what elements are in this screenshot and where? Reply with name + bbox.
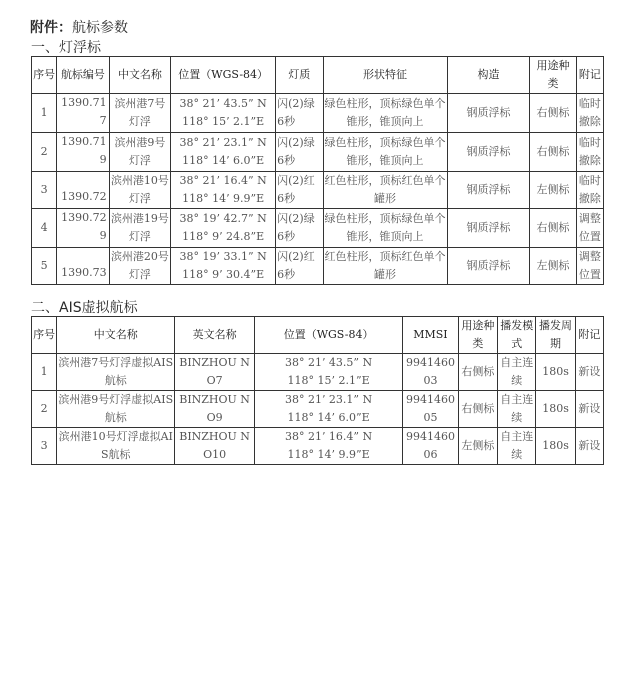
position bbox=[254, 354, 402, 391]
column-header: 位置（WGS-84） bbox=[254, 317, 402, 354]
construction: 钢质浮标 bbox=[447, 209, 530, 248]
latitude: 38° 21’ 16.4” N bbox=[179, 174, 267, 187]
document-title bbox=[30, 17, 128, 37]
construction: 钢质浮标 bbox=[447, 133, 530, 172]
usage-type: 右侧标 bbox=[458, 391, 497, 428]
latitude: 38° 21’ 16.4” N bbox=[284, 430, 373, 443]
usage-type: 左侧标 bbox=[530, 172, 576, 209]
table-row bbox=[32, 354, 604, 391]
remark: 临时撤除 bbox=[576, 94, 603, 133]
light-character: 闪(2)红6秒 bbox=[276, 172, 323, 209]
table-row bbox=[32, 133, 604, 172]
mmsi: 994146003 bbox=[403, 354, 458, 391]
longitude: 118° 14’ 6.0”E bbox=[182, 154, 265, 167]
section2-heading: 二、AIS虚拟航标 bbox=[31, 300, 138, 316]
position bbox=[171, 133, 276, 172]
english-name: BINZHOU NO10 bbox=[175, 428, 255, 465]
remark: 临时撤除 bbox=[576, 172, 603, 209]
row-number: 4 bbox=[32, 209, 57, 248]
column-header: 播发模式 bbox=[498, 317, 536, 354]
column-header: 灯质 bbox=[276, 57, 323, 94]
broadcast-period: 180s bbox=[536, 428, 575, 465]
row-number: 1 bbox=[32, 94, 57, 133]
row-number: 3 bbox=[32, 172, 57, 209]
table-row bbox=[32, 172, 604, 209]
latitude: 38° 21’ 43.5” N bbox=[284, 356, 373, 369]
light-character: 闪(2)绿6秒 bbox=[276, 209, 323, 248]
column-header: 用途种类 bbox=[458, 317, 497, 354]
column-header: 中文名称 bbox=[57, 317, 175, 354]
light-character: 闪(2)绿6秒 bbox=[276, 133, 323, 172]
chinese-name: 滨州港10号灯浮虚拟AIS航标 bbox=[57, 428, 175, 465]
longitude: 118° 15’ 2.1”E bbox=[182, 115, 265, 128]
shape-feature: 绿色柱形，顶标绿色单个锥形，锥顶向上 bbox=[323, 209, 447, 248]
longitude: 118° 14’ 9.9”E bbox=[182, 192, 265, 205]
column-header: 序号 bbox=[32, 57, 57, 94]
mmsi: 994146005 bbox=[403, 391, 458, 428]
shape-feature: 红色柱形，顶标红色单个罐形 bbox=[323, 172, 447, 209]
table-row bbox=[32, 391, 604, 428]
aid-code: 1390.73 bbox=[57, 248, 109, 285]
usage-type: 左侧标 bbox=[530, 248, 576, 285]
usage-type: 右侧标 bbox=[458, 354, 497, 391]
shape-feature: 绿色柱形，顶标绿色单个锥形，锥顶向上 bbox=[323, 133, 447, 172]
english-name: BINZHOU NO9 bbox=[175, 391, 255, 428]
aid-code: 1390.72 bbox=[57, 172, 109, 209]
row-number: 1 bbox=[32, 354, 57, 391]
position bbox=[171, 172, 276, 209]
header-row bbox=[32, 57, 604, 94]
column-header: 中文名称 bbox=[109, 57, 171, 94]
construction: 钢质浮标 bbox=[447, 172, 530, 209]
row-number: 2 bbox=[32, 391, 57, 428]
section1-heading: 一、灯浮标 bbox=[31, 40, 101, 56]
latitude: 38° 21’ 23.1” N bbox=[179, 136, 267, 149]
broadcast-mode: 自主连续 bbox=[498, 391, 536, 428]
usage-type: 右侧标 bbox=[530, 209, 576, 248]
position bbox=[171, 209, 276, 248]
position bbox=[254, 428, 402, 465]
longitude: 118° 15’ 2.1”E bbox=[287, 374, 370, 387]
column-header: 播发周期 bbox=[536, 317, 575, 354]
aid-code: 1390.719 bbox=[57, 133, 109, 172]
english-name: BINZHOU NO7 bbox=[175, 354, 255, 391]
remark: 调整位置 bbox=[576, 209, 603, 248]
light-buoy-table bbox=[31, 56, 604, 285]
longitude: 118° 9’ 30.4”E bbox=[182, 268, 265, 281]
row-number: 2 bbox=[32, 133, 57, 172]
column-header: 附记 bbox=[576, 57, 603, 94]
column-header: 构造 bbox=[447, 57, 530, 94]
header-row bbox=[32, 317, 604, 354]
column-header: 航标编号 bbox=[57, 57, 109, 94]
latitude: 38° 21’ 43.5” N bbox=[179, 97, 267, 110]
chinese-name: 滨州港10号灯浮 bbox=[109, 172, 171, 209]
chinese-name: 滨州港9号灯浮虚拟AIS航标 bbox=[57, 391, 175, 428]
position bbox=[254, 391, 402, 428]
chinese-name: 滨州港20号灯浮 bbox=[109, 248, 171, 285]
table-row bbox=[32, 209, 604, 248]
shape-feature: 绿色柱形，顶标绿色单个锥形，锥顶向上 bbox=[323, 94, 447, 133]
position bbox=[171, 94, 276, 133]
remark: 新设 bbox=[575, 391, 603, 428]
longitude: 118° 14’ 9.9”E bbox=[287, 448, 370, 461]
row-number: 3 bbox=[32, 428, 57, 465]
column-header: 位置（WGS-84） bbox=[171, 57, 276, 94]
title-text: 航标参数 bbox=[72, 20, 128, 36]
longitude: 118° 9’ 24.8”E bbox=[182, 230, 265, 243]
remark: 调整位置 bbox=[576, 248, 603, 285]
usage-type: 左侧标 bbox=[458, 428, 497, 465]
mmsi: 994146006 bbox=[403, 428, 458, 465]
longitude: 118° 14’ 6.0”E bbox=[287, 411, 370, 424]
title-prefix: 附件： bbox=[30, 20, 72, 36]
table-row bbox=[32, 248, 604, 285]
chinese-name: 滨州港7号灯浮虚拟AIS航标 bbox=[57, 354, 175, 391]
remark: 新设 bbox=[575, 354, 603, 391]
latitude: 38° 19’ 42.7” N bbox=[179, 212, 267, 225]
latitude: 38° 19’ 33.1” N bbox=[179, 250, 267, 263]
ais-virtual-aid-table bbox=[31, 316, 604, 465]
aid-code: 1390.717 bbox=[57, 94, 109, 133]
construction: 钢质浮标 bbox=[447, 94, 530, 133]
chinese-name: 滨州港19号灯浮 bbox=[109, 209, 171, 248]
row-number: 5 bbox=[32, 248, 57, 285]
broadcast-period: 180s bbox=[536, 354, 575, 391]
table-row bbox=[32, 94, 604, 133]
column-header: 形状特征 bbox=[323, 57, 447, 94]
column-header: MMSI bbox=[403, 317, 458, 354]
broadcast-period: 180s bbox=[536, 391, 575, 428]
broadcast-mode: 自主连续 bbox=[498, 354, 536, 391]
broadcast-mode: 自主连续 bbox=[498, 428, 536, 465]
table-row bbox=[32, 428, 604, 465]
column-header: 附记 bbox=[575, 317, 603, 354]
usage-type: 右侧标 bbox=[530, 133, 576, 172]
position bbox=[171, 248, 276, 285]
light-character: 闪(2)红6秒 bbox=[276, 248, 323, 285]
latitude: 38° 21’ 23.1” N bbox=[284, 393, 373, 406]
chinese-name: 滨州港7号灯浮 bbox=[109, 94, 171, 133]
column-header: 用途种类 bbox=[530, 57, 576, 94]
light-character: 闪(2)绿6秒 bbox=[276, 94, 323, 133]
column-header: 英文名称 bbox=[175, 317, 255, 354]
remark: 临时撤除 bbox=[576, 133, 603, 172]
chinese-name: 滨州港9号灯浮 bbox=[109, 133, 171, 172]
aid-code: 1390.729 bbox=[57, 209, 109, 248]
usage-type: 右侧标 bbox=[530, 94, 576, 133]
shape-feature: 红色柱形，顶标红色单个罐形 bbox=[323, 248, 447, 285]
construction: 钢质浮标 bbox=[447, 248, 530, 285]
remark: 新设 bbox=[575, 428, 603, 465]
column-header: 序号 bbox=[32, 317, 57, 354]
